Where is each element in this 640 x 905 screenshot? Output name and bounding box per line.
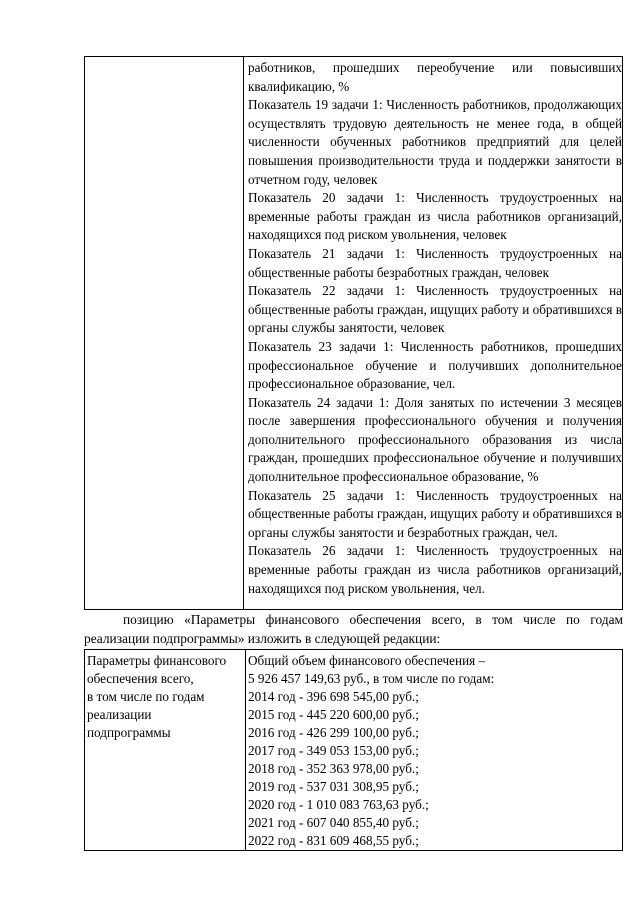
- indicators-table: [84, 56, 623, 610]
- cell-line: Общий объем финансового обеспечения –: [248, 653, 486, 668]
- indicators-cell: [244, 57, 623, 610]
- financing-values-cell: [246, 650, 623, 851]
- year-amount-line: 2017 год - 349 053 153,00 руб.;: [248, 743, 419, 758]
- year-amount-line: 2020 год - 1 010 083 763,63 руб.;: [248, 797, 429, 812]
- financing-parameter-cell: [85, 650, 246, 851]
- empty-left-cell: [85, 57, 244, 610]
- indicator-paragraph: Показатель 23 задачи 1: Численность работников, прошедших профессиональное обучение и получивших дополнительное профессиональное образование, чел.: [248, 338, 622, 392]
- indicator-paragraph: работников, прошедших переобучение или повысивших квалификацию, %: [248, 60, 622, 94]
- cell-line: Параметры финансового: [87, 653, 227, 668]
- cell-line: подпрограммы: [87, 725, 171, 740]
- amendment-intro-text: позицию «Параметры финансового обеспечения всего, в том числе по годам реализации подпрограммы» изложить в следующей редакции:: [84, 612, 623, 646]
- table-row: [85, 57, 623, 610]
- indicator-paragraph: Показатель 26 задачи 1: Численность трудоустроенных на временные работы граждан из числа работников организаций, находящихся под риском увольнения, чел.: [248, 543, 622, 596]
- year-amount-line: 2019 год - 537 031 308,95 руб.;: [248, 779, 419, 794]
- indicator-paragraph: Показатель 22 задачи 1: Численность трудоустроенных на общественные работы граждан, ищущих работу и обратившихся в органы службы занятости, человек: [248, 283, 622, 336]
- year-amount-line: 2018 год - 352 363 978,00 руб.;: [248, 761, 419, 776]
- year-amount-line: 2022 год - 831 609 468,55 руб.;: [248, 833, 419, 848]
- indicator-paragraph: Показатель 20 задачи 1: Численность трудоустроенных на временные работы граждан из числа работников организаций, находящихся под риском увольнения, человек: [248, 190, 622, 243]
- cell-line: реализации: [87, 707, 152, 722]
- cell-line: в том числе по годам: [87, 689, 205, 704]
- indicator-paragraph: Показатель 25 задачи 1: Численность трудоустроенных на общественные работы граждан, ищущих работу и обратившихся в органы службы занятости и безработных граждан, чел.: [248, 487, 622, 540]
- indicator-paragraph: Показатель 19 задачи 1: Численность работников, продолжающих осуществлять трудовую деятельность не менее года, в общей численности обученных работников предприятий для целей повышения производительности труда и поддержки занятости в отчетном году, человек: [248, 97, 622, 187]
- year-amount-line: 2016 год - 426 299 100,00 руб.;: [248, 725, 419, 740]
- year-amount-line: 2015 год - 445 220 600,00 руб.;: [248, 707, 419, 722]
- year-amount-line: 2021 год - 607 040 855,40 руб.;: [248, 815, 419, 830]
- indicator-paragraph: Показатель 24 задачи 1: Доля занятых по истечении 3 месяцев после завершения профессионального обучения и получения дополнительного профессионального образования из числа граждан, прошедших профессиональное обучение и получивших дополнительное профессиональное образование, %: [248, 394, 622, 485]
- year-amount-line: 2014 год - 396 698 545,00 руб.;: [248, 689, 419, 704]
- indicator-paragraph: Показатель 21 задачи 1: Численность трудоустроенных на общественные работы безработных граждан, человек: [248, 245, 622, 280]
- financing-table: [84, 649, 623, 851]
- table-row: [85, 650, 623, 851]
- cell-line: 5 926 457 149,63 руб., в том числе по годам:: [248, 671, 495, 686]
- cell-line: обеспечения всего,: [87, 671, 194, 686]
